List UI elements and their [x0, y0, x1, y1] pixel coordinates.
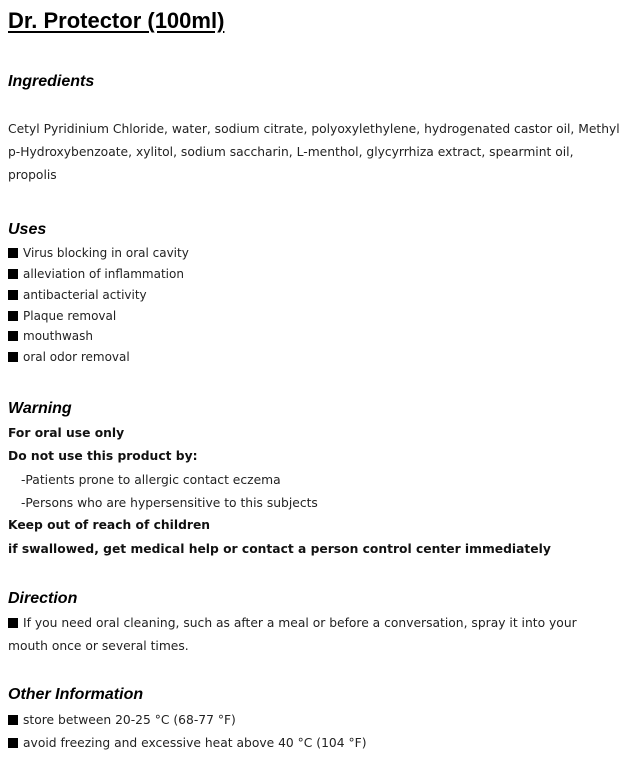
warning-persons: -Persons who are hypersensitive to this subjects: [21, 496, 318, 510]
warning-oral-use: For oral use only: [8, 426, 125, 440]
page-title: Dr. Protector (100ml): [8, 8, 225, 33]
warning-swallowed: if swallowed, get medical help or contact a person control center immediately: [8, 542, 551, 556]
uses-item: [8, 267, 184, 281]
uses-item: [8, 309, 116, 323]
uses-item: [8, 288, 147, 302]
other-info-heading: Other Information: [8, 686, 144, 703]
uses-item: [8, 246, 189, 260]
uses-item-label: Virus blocking in oral cavity: [23, 246, 189, 260]
uses-heading: Uses: [8, 221, 47, 238]
warning-do-not-use: Do not use this product by:: [8, 449, 198, 463]
square-bullet-icon: [8, 269, 18, 279]
other-info-item-label: store between 20-25 °C (68-77 °F): [23, 713, 236, 727]
other-info-item: [8, 713, 236, 727]
uses-item-label: oral odor removal: [23, 350, 130, 364]
other-info-item-label: avoid freezing and excessive heat above 40 °C (104 °F): [23, 736, 367, 750]
square-bullet-icon: [8, 352, 18, 362]
ingredients-heading: Ingredients: [8, 73, 95, 90]
square-bullet-icon: [8, 290, 18, 300]
square-bullet-icon: [8, 331, 18, 341]
direction-line: [8, 616, 577, 630]
direction-text: If you need oral cleaning, such as after a meal or before a conversation, spray it into your: [23, 616, 577, 630]
uses-item: [8, 329, 93, 343]
other-info-item: [8, 736, 367, 750]
uses-item: [8, 350, 130, 364]
warning-heading: Warning: [8, 400, 72, 417]
square-bullet-icon: [8, 248, 18, 258]
ingredients-line: propolis: [8, 168, 57, 182]
uses-item-label: mouthwash: [23, 329, 93, 343]
ingredients-line: Cetyl Pyridinium Chloride, water, sodium citrate, polyoxylethylene, hydrogenated castor oil, Methyl: [8, 122, 620, 136]
square-bullet-icon: [8, 715, 18, 725]
direction-line: mouth once or several times.: [8, 639, 189, 653]
uses-item-label: Plaque removal: [23, 309, 117, 323]
direction-heading: Direction: [8, 590, 78, 607]
warning-patients: -Patients prone to allergic contact eczema: [21, 473, 281, 487]
ingredients-line: p-Hydroxybenzoate, xylitol, sodium saccharin, L-menthol, glycyrrhiza extract, spearmint oil,: [8, 145, 574, 159]
square-bullet-icon: [8, 311, 18, 321]
uses-item-label: alleviation of inflammation: [23, 267, 184, 281]
square-bullet-icon: [8, 738, 18, 748]
square-bullet-icon: [8, 618, 18, 628]
warning-keep-out: Keep out of reach of children: [8, 518, 211, 532]
uses-item-label: antibacterial activity: [23, 288, 147, 302]
